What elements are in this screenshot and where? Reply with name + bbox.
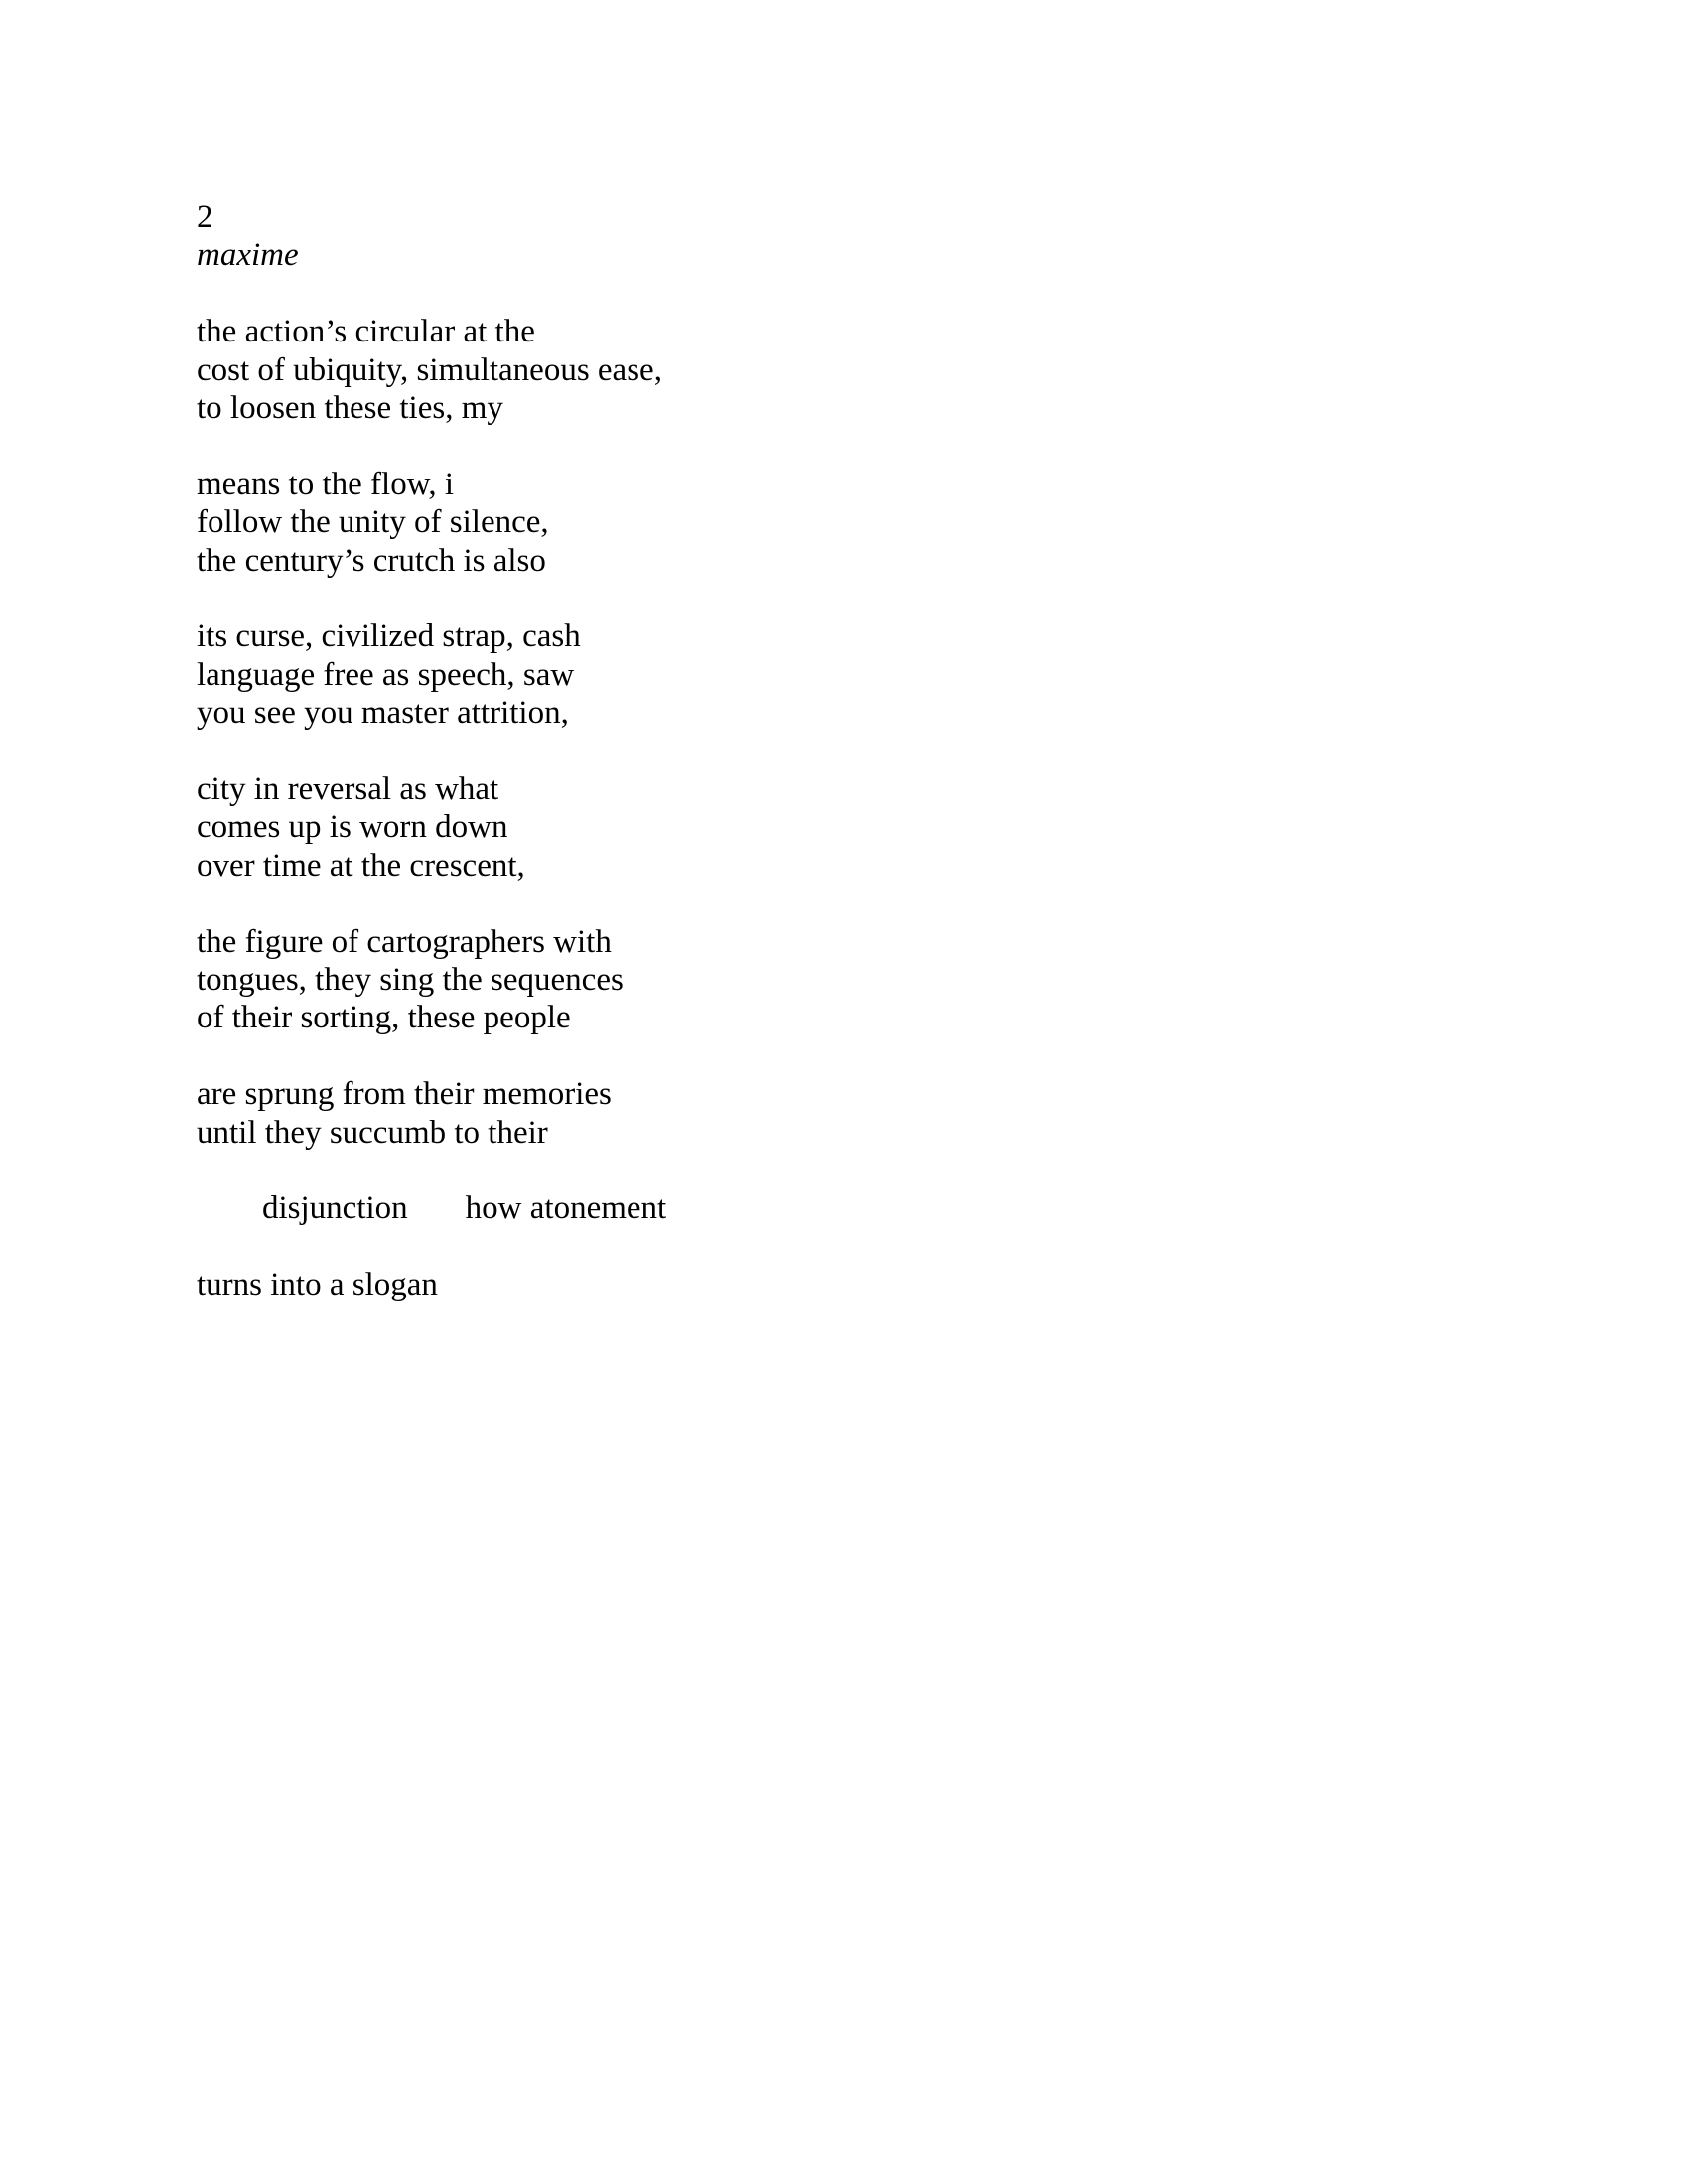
section-number: 2	[197, 200, 213, 235]
stanza-1	[197, 313, 1388, 427]
stanza-2	[197, 466, 1388, 580]
poem-line-split	[197, 1152, 1388, 1266]
stanza-4	[197, 770, 1388, 885]
poem-line: city in reversal as what	[197, 771, 499, 808]
poem-line: you see you master attrition,	[197, 695, 569, 732]
poem-block	[197, 199, 1388, 1342]
poem-line: comes up is worn down	[197, 809, 508, 846]
poem-line: means to the flow, i	[197, 466, 455, 502]
poem-line: cost of ubiquity, simultaneous ease,	[197, 351, 662, 388]
poem-line-left-part: disjunction	[262, 1190, 408, 1227]
stanza-3	[197, 617, 1388, 732]
poem-line: to loosen these ties, my	[197, 390, 503, 427]
poem-line: follow the unity of silence,	[197, 504, 549, 541]
poem-line: the figure of cartographers with	[197, 923, 612, 960]
poem-line: language free as speech, saw	[197, 656, 575, 693]
poem-line: tongues, they sing the sequences	[197, 962, 624, 999]
poem-line: turns into a slogan	[197, 1267, 438, 1303]
poem-line: until they succumb to their	[197, 1114, 548, 1151]
poem-title: maxime	[197, 237, 299, 274]
poem-line: its curse, civilized strap, cash	[197, 618, 581, 655]
poem-line: the century’s crutch is also	[197, 542, 546, 579]
poem-line: the action’s circular at the	[197, 314, 535, 350]
poem-line: are sprung from their memories	[197, 1076, 612, 1113]
stanza-6	[197, 1075, 1388, 1303]
poem-line: of their sorting, these people	[197, 1000, 571, 1036]
stanza-5	[197, 923, 1388, 1037]
poem-line-right-part: how atonement	[465, 1190, 667, 1227]
poem-line: over time at the crescent,	[197, 847, 525, 884]
